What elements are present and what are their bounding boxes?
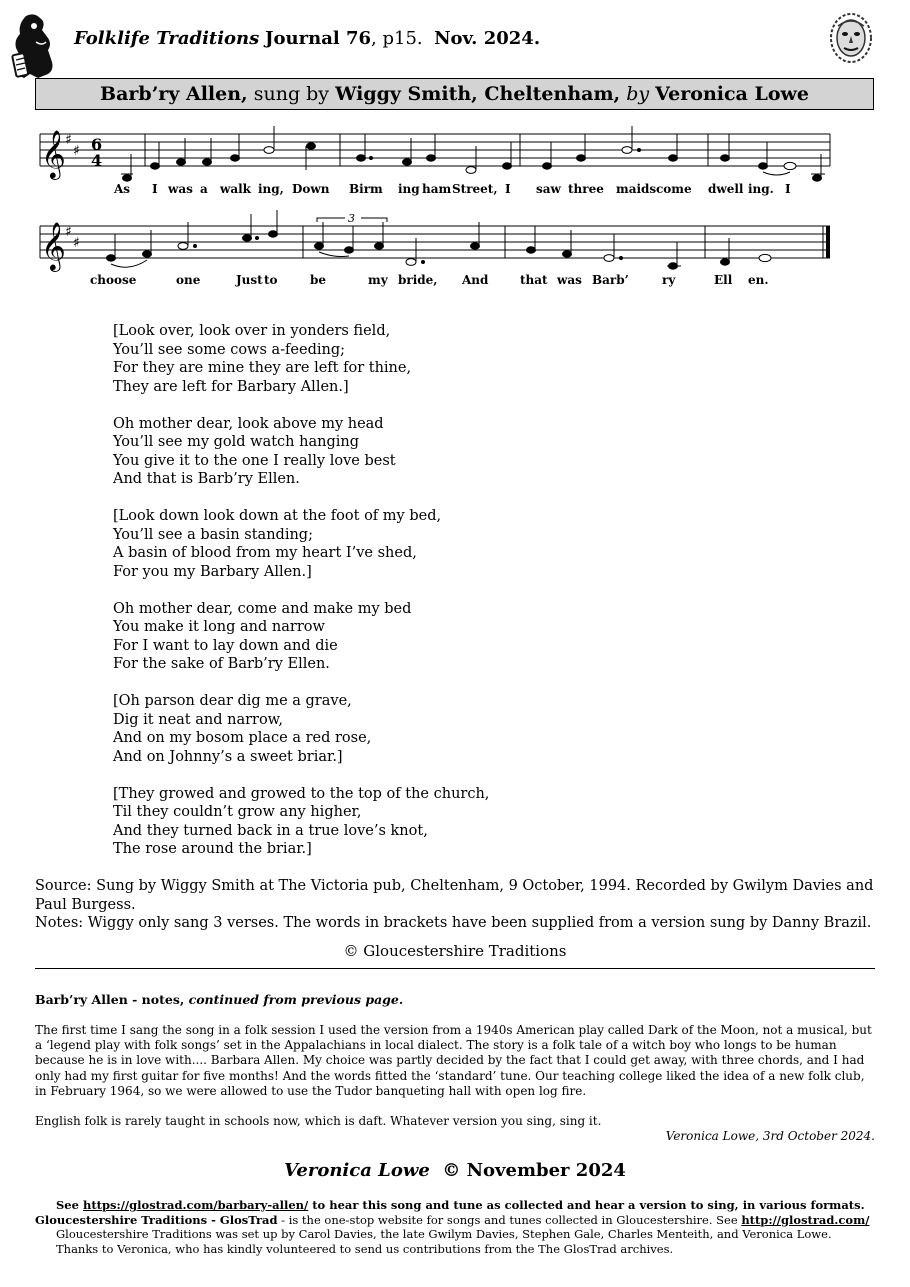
page-number: , p15. <box>371 28 423 49</box>
lyric-syllable: one <box>176 273 201 287</box>
verse-line: And on Johnny’s a sweet briar.] <box>113 748 343 765</box>
lyric-syllable: As <box>114 182 131 196</box>
lyrics-line-2 <box>0 273 910 289</box>
sharp-icon: ♯ <box>65 224 72 240</box>
lyric-syllable: dwell <box>708 182 744 196</box>
lyric-syllable: ham <box>422 182 452 196</box>
sharp-icon: ♯ <box>73 235 80 251</box>
verse-line: [Look over, look over in yonders field, <box>113 323 391 339</box>
song-page-link[interactable]: https://glostrad.com/barbary-allen/ <box>82 1198 309 1212</box>
verse-line: A basin of blood from my heart I’ve shed, <box>113 545 417 561</box>
byline-copyright: © November 2024 <box>442 1160 626 1181</box>
author-byline <box>0 1160 910 1181</box>
verse-line: [Look down look down at the foot of my bed, <box>113 508 442 524</box>
lyric-syllable: a <box>200 182 208 196</box>
lyric-syllable: Street, <box>452 182 498 196</box>
verse-line: For I want to lay down and die <box>113 637 338 654</box>
verse <box>113 415 489 489</box>
section-divider <box>35 968 875 969</box>
sung-by-label: sung by <box>253 83 330 105</box>
time-signature-bottom: 4 <box>91 151 103 170</box>
lyric-syllable: to <box>264 273 278 287</box>
footer-thanks: Thanks to Veronica, who has kindly volunteered to send us contributions from the The GlosTrad archives. <box>56 1241 674 1256</box>
footer-see-pre: See <box>56 1198 79 1212</box>
byline-name: Veronica Lowe <box>284 1160 430 1181</box>
footer-see-post: to hear this song and tune as collected and hear a version to sing, in various formats. <box>312 1198 865 1212</box>
lyric-syllable: three <box>568 182 604 196</box>
lyric-syllable: was <box>168 182 193 196</box>
lyric-syllable: Birm <box>349 182 383 196</box>
lyric-syllable: I <box>152 182 158 196</box>
lyric-syllable: maids <box>616 182 657 196</box>
lyric-syllable: I <box>785 182 791 196</box>
verse <box>113 322 489 396</box>
lyric-syllable: walk <box>220 182 251 196</box>
footer-founders: Gloucestershire Traditions was set up by Carol Davies, the late Gwilym Davies, Stephen Gale, Charles Menteith, and Veronica Lowe. <box>56 1227 832 1241</box>
verse-line: And on my bosom place a red rose, <box>113 730 372 746</box>
verse-line: The rose around the briar.] <box>113 841 312 857</box>
lyric-syllable: that <box>520 273 548 287</box>
verse-line: Til they couldn’t grow any higher, <box>113 804 362 820</box>
lyric-syllable: ing. <box>748 182 774 196</box>
lyric-syllable: And <box>462 273 489 287</box>
lyric-syllable: Barb’ <box>592 273 629 287</box>
copyright-line: © Gloucestershire Traditions <box>343 942 567 960</box>
verse-line: For they are mine they are left for thine, <box>113 360 412 376</box>
verse-line: [They growed and growed to the top of the church, <box>113 785 490 802</box>
lyric-syllable: was <box>557 273 582 287</box>
lyrics-line-1 <box>0 182 910 198</box>
notes-signature: Veronica Lowe, 3rd October 2024. <box>665 1129 875 1143</box>
glostrad-home-link[interactable]: http://glostrad.com/ <box>741 1212 870 1227</box>
lyric-syllable: Down <box>292 182 330 196</box>
lyric-syllable: come <box>656 182 692 196</box>
verse-line: You’ll see my gold watch hanging <box>113 434 359 450</box>
verse <box>113 785 489 859</box>
folk-dancer-logo <box>8 12 58 80</box>
verse-line: Dig it neat and narrow, <box>113 711 283 728</box>
journal-header <box>74 28 540 49</box>
issue-date: Nov. 2024. <box>434 28 541 49</box>
song-verses <box>113 322 489 877</box>
treble-clef-icon: 𝄞 <box>41 129 66 178</box>
footer-glostrad-name: Gloucestershire Traditions - GlosTrad <box>35 1212 278 1227</box>
verse-line: For the sake of Barb’ry Ellen. <box>113 656 330 672</box>
sharp-icon: ♯ <box>73 143 80 159</box>
verse <box>113 507 489 581</box>
triplet-mark: 3 <box>348 212 355 225</box>
lyric-syllable: I <box>505 182 511 196</box>
notes-text: Notes: Wiggy only sang 3 verses. The words in brackets have been supplied from a version sung by Danny Brazil. <box>35 915 872 931</box>
verse-line: You’ll see a basin standing; <box>113 526 313 543</box>
journal-number: Journal 76 <box>265 28 372 49</box>
by-label: by <box>626 83 650 105</box>
notes-heading-title: Barb’ry Allen - notes, <box>35 992 185 1007</box>
notes-heading <box>35 992 403 1007</box>
verse <box>113 600 489 674</box>
lyric-syllable: ing, <box>258 182 284 196</box>
footer-glostrad-text: - is the one-stop website for songs and tunes collected in Gloucestershire. See <box>281 1212 738 1227</box>
verse-line: For you my Barbary Allen.] <box>113 563 312 580</box>
sharp-icon: ♯ <box>65 132 72 148</box>
footer-see-line <box>35 1198 869 1213</box>
song-name: Barb’ry Allen, <box>100 83 248 105</box>
treble-clef-icon: 𝄞 <box>41 221 66 270</box>
verse-line: [Oh parson dear dig me a grave, <box>113 693 352 709</box>
lyric-syllable: choose <box>90 273 137 287</box>
source-text: Source: Sung by Wiggy Smith at The Victoria pub, Cheltenham, 9 October, 1994. Recorded by Gwilym Davies and Paul Burgess. <box>35 878 874 913</box>
verse-line: And they turned back in a true love’s knot, <box>113 822 428 839</box>
verse-line: You give it to the one I really love best <box>113 452 396 469</box>
lyric-syllable: en. <box>748 273 769 287</box>
notes-paragraph: The first time I sang the song in a folk session I used the version from a 1940s American play called Dark of the Moon, not a musical, but a ‘legend play with folk songs’ set in the Appalachians in local dialect. The story is a folk tale of a witch boy who longs to be human because he is in love with.... Barbara Allen. My choice was partly decided by the fact that I could get away, with three chords, and I had only had my first guitar for five months! And the words fitted the ‘standard’ tune. Our teaching college liked the idea of a new folk club, in February 1964, so we were allowed to use the Tudor banqueting hall with open log fire. <box>35 1023 872 1098</box>
verse <box>113 692 489 766</box>
song-title-banner <box>35 78 874 110</box>
singer-name: Wiggy Smith, Cheltenham, <box>335 83 621 105</box>
green-man-emblem <box>828 12 874 64</box>
lyric-syllable: ing <box>398 182 420 196</box>
page-footer <box>35 1198 869 1256</box>
lyric-syllable: Ell <box>714 273 733 287</box>
lyric-syllable: ry <box>662 273 676 287</box>
source-notes <box>35 877 880 933</box>
verse-line: And that is Barb’ry Ellen. <box>113 471 300 487</box>
verse-line: Oh mother dear, look above my head <box>113 415 384 432</box>
verse-line: You’ll see some cows a-feeding; <box>113 341 346 358</box>
lyric-syllable: be <box>310 273 327 287</box>
notes-heading-continued: continued from previous page. <box>188 992 404 1007</box>
verse-line: You make it long and narrow <box>113 619 325 635</box>
lyric-syllable: Just <box>236 273 263 287</box>
verse-line: They are left for Barbary Allen.] <box>113 378 349 395</box>
lyric-syllable: my <box>368 273 388 287</box>
notes-paragraph: English folk is rarely taught in schools now, which is daft. Whatever version you sing, sing it. <box>35 1114 602 1128</box>
verse-line: Oh mother dear, come and make my bed <box>113 600 412 617</box>
journal-title: Folklife Traditions <box>74 28 260 49</box>
author-name: Veronica Lowe <box>655 83 809 105</box>
time-signature-top: 6 <box>91 135 103 154</box>
lyric-syllable: bride, <box>398 273 438 287</box>
footer-glostrad-line <box>35 1213 869 1228</box>
lyric-syllable: saw <box>536 182 561 196</box>
